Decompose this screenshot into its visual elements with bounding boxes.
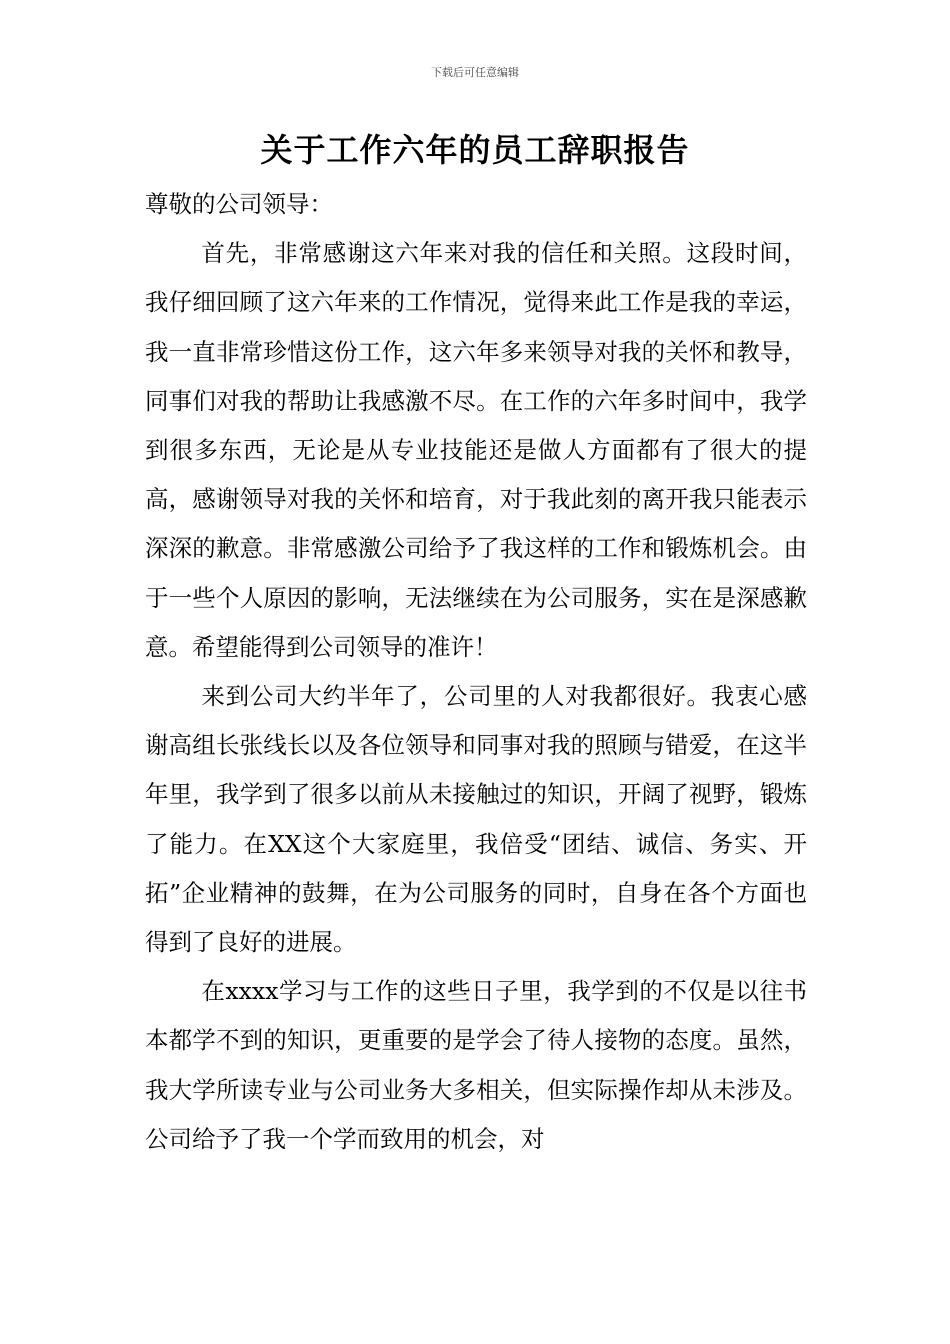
salutation: 尊敬的公司领导：: [145, 190, 333, 218]
paragraph: 首先，非常感谢这六年来对我的信任和关照。这段时间，我仔细回顾了这六年来的工作情况，觉得来此工作是我的幸运，我一直非常珍惜这份工作，这六年多来领导对我的关怀和教导，同事们对我的帮助让我感激不尽。在工作的六年多时间中，我学到很多东西，无论是从专业技能还是做人方面都有了很大的提高，感谢领导对我的关怀和培育，对于我此刻的离开我只能表示深深的歉意。非常感激公司给予了我这样的工作和锻炼机会。由于一些个人原因的影响，无法继续在为公司服务，实在是深感歉意。希望能得到公司领导的准许！: [145, 239, 807, 661]
paragraph: 来到公司大约半年了，公司里的人对我都很好。我衷心感谢高组长张线长以及各位领导和同事对我的照顾与错爱，在这半年里，我学到了很多以前从未接触过的知识，开阔了视野，锻炼了能力。在XX这个大家庭里，我倍受“团结、诚信、务实、开拓”企业精神的鼓舞，在为公司服务的同时，自身在各个方面也得到了良好的进展。: [145, 682, 807, 957]
header-note: 下载后可任意编辑: [431, 66, 519, 79]
paragraph: 在xxxx学习与工作的这些日子里，我学到的不仅是以往书本都学不到的知识，更重要的是学会了待人接物的态度。虽然，我大学所读专业与公司业务大多相关，但实际操作却从未涉及。公司给予了我一个学而致用的机会，对: [145, 977, 807, 1153]
document-title: 关于工作六年的员工辞职报告: [260, 131, 690, 169]
document-body: [145, 180, 807, 1164]
